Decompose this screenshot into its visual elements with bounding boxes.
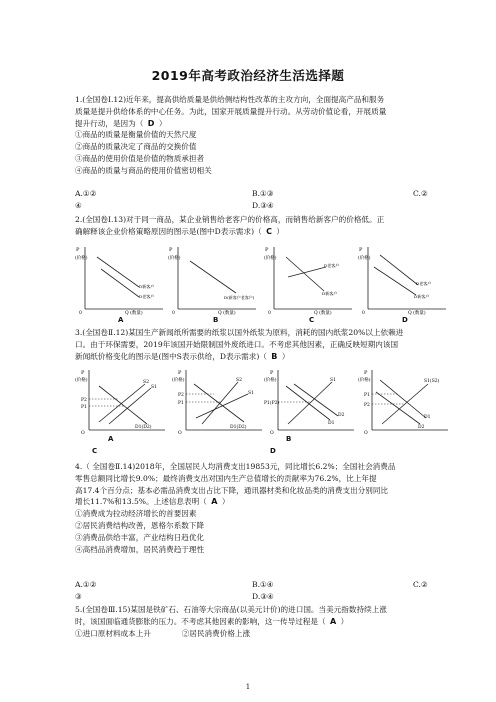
svg-text:P: P [364, 370, 368, 376]
q3-graph-a [75, 366, 167, 436]
svg-text:D(新客户老客户): D(新客户老客户) [224, 295, 255, 300]
svg-text:D新客户: D新客户 [139, 284, 155, 289]
q5-line-2: 时，该国面临通货膨胀的压力。不考虑其他因素的影响，这一传导过程是（ A ） [75, 616, 349, 626]
svg-text:P1: P1 [178, 401, 184, 406]
svg-text:0: 0 [172, 311, 175, 315]
q4-option-2: ②居民消费结构改善，恩格尔系数下降 [75, 520, 205, 530]
q4-line-4: 增长11.7%和13.5%。上述信息表明（ A ） [75, 497, 230, 507]
svg-text:D老客户: D老客户 [139, 294, 155, 299]
q4-choice-c-cont: ③ [75, 592, 82, 601]
q2-caption-a: A [118, 316, 124, 324]
q3-line-2: 口。由于环保需要，2019年该国开始限制国外废纸进口。不考虑其他因素，正确反映短期内该国 [75, 339, 399, 349]
svg-text:D新客户: D新客户 [322, 291, 338, 296]
svg-text:O: O [364, 431, 368, 436]
q4-option-3: ③消费品供给丰富，产业结构日趋优化 [75, 532, 205, 542]
svg-text:Q (数量): Q (数量) [125, 311, 143, 315]
q4-line-1: 4.（ 全国卷Ⅱ.14)2018年，全国居民人均消费支出19853元，同比增长6.2%；全国社会消费品 [75, 462, 396, 471]
svg-text:(价格): (价格) [358, 378, 371, 383]
svg-text:O: O [178, 431, 182, 436]
q4-choice-c: C.② [413, 580, 428, 589]
q1-option-1: ①商品的质量是衡量价值的天然尺度 [75, 130, 197, 140]
svg-text:P2: P2 [178, 393, 184, 398]
svg-text:P: P [178, 370, 182, 376]
page-number: 1 [245, 683, 251, 691]
svg-text:P: P [359, 247, 363, 253]
q3-line-3: 新闻纸价格变化的图示是(图中S表示供给，D表示需求)（ B ） [75, 351, 290, 361]
svg-text:S2: S2 [143, 380, 149, 385]
question-5 [75, 604, 423, 639]
q5-option-1: ①进口原材料成本上升 [75, 628, 151, 638]
question-1 [75, 94, 423, 177]
svg-text:P1: P1 [364, 393, 370, 398]
svg-text:0: 0 [79, 311, 82, 315]
q5-option-2: ②居民消费价格上涨 [181, 628, 251, 638]
q3-caption-c: C [92, 447, 98, 455]
svg-text:D1(D2): D1(D2) [135, 425, 152, 430]
q3-answer: B [271, 351, 278, 361]
q4-option-1: ①消费成为拉动经济增长的首要因素 [75, 509, 197, 519]
svg-text:S1: S1 [330, 378, 336, 383]
q3-caption-a: A [108, 435, 114, 443]
q4-line-3: 高17.4个百分点；基本必需品消费支出占比下降，通讯器材类和化妆品类的消费支出分别同比 [75, 485, 389, 495]
svg-text:0: 0 [268, 311, 271, 315]
svg-text:D老客户: D老客户 [416, 281, 432, 286]
svg-text:0: 0 [362, 311, 365, 315]
q1-option-4: ④商品的质量与商品的使用价值密切相关 [75, 165, 212, 175]
q5-answer: A [330, 616, 337, 626]
q5-line-1: 5.(全国卷Ⅲ.15)某国是铁矿石、石油等大宗商品(以美元计价)的进口国。当美元指数持续上涨 [75, 605, 387, 614]
svg-text:(价格): (价格) [75, 256, 88, 261]
svg-text:O: O [81, 431, 85, 436]
q1-choice-a: A.①② [75, 189, 97, 198]
svg-text:S1: S1 [248, 391, 254, 396]
q2-line-2: 确解释该企业价格策略原因的图示是(图中D表示需求)（ C ） [75, 226, 284, 236]
q1-option-3: ③商品的使用价值是价值的物质承担者 [75, 153, 205, 163]
svg-text:D2: D2 [418, 425, 425, 430]
page-title: 2019年高考政治经济生活选择题 [151, 68, 345, 83]
svg-text:D新客户: D新客户 [414, 294, 430, 299]
q4-line-2: 零售总额同比增长9.0%；最终消费支出对国内生产总值增长的贡献率为76.2%，比上年提 [75, 473, 377, 483]
q1-choice-c: C.② [413, 189, 428, 198]
svg-text:(价格): (价格) [75, 378, 88, 383]
svg-text:(价格): (价格) [168, 256, 181, 261]
q1-line-1: 1.(全国卷Ⅰ.12)近年来，提高供给质量是供给侧结构性改革的主攻方向，全面提高产品和服务 [75, 95, 385, 104]
q1-line-3: 提升行动，是因为（ D ） [75, 118, 167, 128]
q2-graph-a [75, 243, 167, 315]
svg-text:P: P [76, 247, 80, 253]
svg-text:(价格): (价格) [264, 378, 277, 383]
q1-choice-d: D.③④ [252, 201, 274, 210]
q1-line-2: 质量是提升供给体系的中心任务。为此，国家开展质量提升行动。从劳动价值论看，开展质量 [75, 106, 387, 116]
q4-choice-a: A.①② [75, 580, 97, 589]
svg-text:D1: D1 [424, 415, 431, 420]
svg-text:P: P [265, 247, 269, 253]
q4-choice-d: D.③④ [252, 592, 274, 601]
q2-answer: C [266, 226, 272, 236]
q3-graph-d [358, 366, 450, 436]
svg-text:P: P [169, 247, 173, 253]
svg-text:P: P [81, 370, 85, 376]
q1-answer: D [147, 118, 155, 128]
q2-line-1: 2.(全国卷Ⅰ.13)对于同一商品，某企业销售给老客户的价格高，而销售给新客户的价格低。正 [75, 215, 385, 224]
question-4 [75, 461, 423, 555]
q3-graph-b [172, 366, 264, 436]
svg-text:(价格): (价格) [264, 256, 277, 261]
svg-text:D1(D2): D1(D2) [230, 425, 247, 430]
q4-option-4: ④高档品消费增加，居民消费趋于理性 [75, 544, 205, 554]
svg-text:D2: D2 [338, 413, 345, 418]
q3-graph-c [264, 366, 356, 436]
svg-text:Q (数量): Q (数量) [218, 311, 236, 315]
svg-text:D老客户: D老客户 [324, 263, 340, 268]
svg-text:S1: S1 [151, 385, 157, 390]
q1-option-2: ②商品的质量决定了商品的交换价值 [75, 142, 197, 152]
svg-text:P2: P2 [364, 403, 370, 408]
svg-text:P2: P2 [81, 398, 87, 403]
svg-text:O: O [270, 431, 274, 436]
q5-options [75, 628, 423, 640]
q2-caption-c: C [309, 316, 315, 324]
svg-text:Q (数量): Q (数量) [408, 311, 426, 315]
q2-caption-b: B [213, 316, 219, 324]
svg-text:S1(S2): S1(S2) [424, 379, 440, 384]
q3-caption-b: B [286, 435, 292, 443]
q2-caption-d: D [402, 316, 408, 324]
question-3 [75, 327, 423, 362]
svg-text:P1(P2): P1(P2) [264, 401, 280, 406]
q1-choice-c-cont: ④ [75, 201, 82, 210]
q1-choice-b: B.①③ [252, 189, 274, 198]
q2-graph-d [358, 243, 450, 315]
q4-answer: A [211, 497, 218, 507]
svg-text:S2: S2 [236, 378, 242, 383]
q2-graph-c [264, 243, 356, 315]
q4-choice-b: B.①④ [252, 580, 274, 589]
svg-text:P: P [270, 370, 274, 376]
svg-text:P1: P1 [81, 405, 87, 410]
q2-graph-b [168, 243, 260, 315]
question-2 [75, 214, 423, 238]
svg-text:(价格): (价格) [172, 378, 185, 383]
q3-line-1: 3.(全国卷Ⅱ.12)某国生产新闻纸所需要的纸浆以国外纸浆为原料，消耗的国内纸浆20%以上依赖进 [75, 328, 404, 337]
svg-text:(价格): (价格) [358, 256, 371, 261]
svg-text:D1: D1 [328, 421, 335, 426]
svg-text:Q (数量): Q (数量) [314, 311, 332, 315]
q3-caption-d: D [270, 447, 276, 455]
